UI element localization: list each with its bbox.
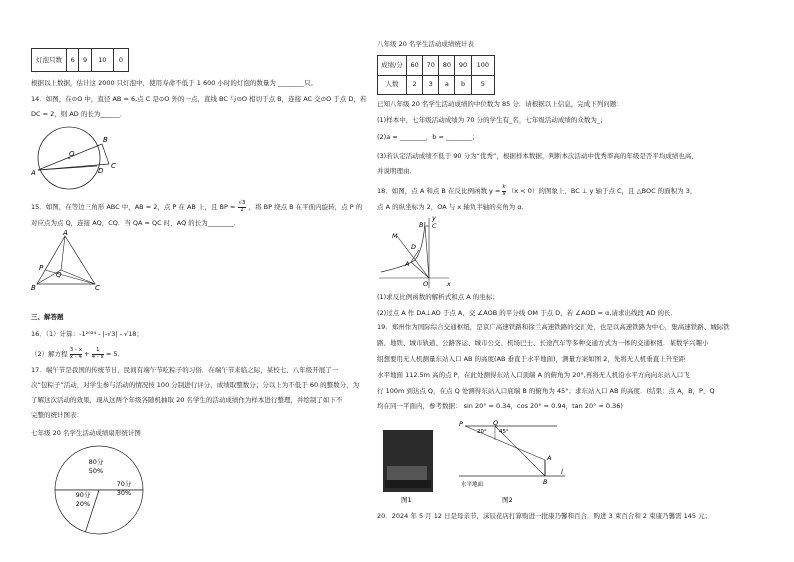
q15-figure [31,230,141,292]
lamp-table-label: 灯泡只数 [32,49,67,72]
table-cell: 3 [423,75,439,95]
label-C: C [111,162,116,170]
q17-text-2: 次“包粽子”活动，对学生参与活动的情况按 100 分制进行评分，成绩取整数分；分以上为不低于 60 的整数分，为 [31,381,360,389]
q18-fraction [502,185,505,197]
table-header: 100 [471,56,494,76]
q17-part1: (1)样本中，七年级活动成绩为 70 分的学生有_名，七年级活动成绩的众数为_； [377,116,607,124]
q18-text-2: 点 A 的纵坐标为 2，OA 与 x 轴负半轴的夹角为 α． [377,203,529,211]
pie-pct-80: 50% [88,467,104,475]
q18-figure [377,214,457,290]
label-P: P [39,264,44,272]
label-x: x [447,280,451,288]
q13-answer-line: 根据以上数据，估计这 2000 只灯泡中，使用寿命不低于 1 600 小时的灯泡的数量为 ________只。 [31,79,317,87]
label-P: P [459,420,463,428]
label-D: D [411,243,417,251]
q18-text-a: 18．如图，点 A 和点 B 在反比例函数 y = [377,187,501,195]
label-B: B [419,221,424,229]
q15-text [31,201,362,213]
q16-part1: 16．（1）计算：-1²⁰²⁴ - |-√3| - √18； [31,330,143,338]
q19-figures [377,420,567,508]
label-A: A [547,454,552,462]
lamp-table-cell: 6 [67,49,79,72]
label-D: D [98,167,104,175]
q17-text-4: 完整的统计图表： [31,411,83,419]
caption-fig2: 图2 [502,496,513,504]
lamp-table [31,48,129,72]
eq-frac-1 [70,348,82,360]
eq-plus: + [84,350,90,358]
eq-num-2: 1 [92,348,104,355]
label-O: O [69,150,75,158]
eq-den-1: x - 4 [69,353,82,360]
label-C: C [432,222,437,230]
pie-pct-70: 30% [116,489,132,497]
q15-text-b: ，将 BP 绕点 B 在平面内旋转，点 P 的 [248,203,363,211]
q18-part2: (2)过点 A 作 DA⊥AO 于点 A，交 ∠AOB 的平分线 OM 于点 D，若 ∠AOD = α,请求出线段 AD 的长． [377,309,678,317]
lamp-table-cell: 9 [79,49,91,72]
table-title: 八年级 20 名学生活动成绩统计表 [377,40,474,48]
q19-text-6: 均在同一平面内，参考数据： sin 20° = 0.34，cos 20° = 0.94，tan 20° = 0.36) [377,402,623,410]
q16-part2-label: （2）解方程 [31,350,68,358]
q15-text-a: 15．如图，在等边三角形 ABC 中，AB = 2，点 P 在 AB 上，且 BP = [31,203,236,211]
table-cell: 5 [471,75,494,95]
q17-text-3: 了解这次活动的效果，现从这两个年级各随机抽取 20 名学生的活动成绩作为样本进行整理，并绘制了如下不 [31,396,343,404]
pie-title: 七年级 20 名学生活动成绩扇形统计图 [31,429,141,437]
eq-den-2: 4 - x [91,353,104,360]
table-header: 90 [455,56,471,76]
q19-text-5: 行 100m 到达点 Q，在点 Q 处测得东站入口底端 B 的俯角为 45°；求东站入口 AB 的高度．(结果：点 A，B，P，Q [377,387,715,395]
q14-figure [31,120,141,192]
q19-text-3: 组想要用无人机测量东站入口 AB 的高度(AB 垂直于水平地面)，测量方案如图 2，先将无人机垂直上升至距 [377,355,686,363]
label-C: C [95,284,100,292]
angle-45: 45° [499,429,509,435]
label-Q: Q [493,420,499,427]
q16-part2 [31,348,124,360]
q15-text-2: 对应点为点 Q，连接 AQ，CQ．当 QA = QC 时，AQ 的长为________． [31,219,241,227]
q18-part1: (1)求反比例函数的解析式和点 A 的坐标； [377,293,499,301]
frac-num: √3 [238,200,246,206]
q18-text [377,185,696,197]
eq-end: = 5． [105,350,125,358]
table-header: 60 [407,56,423,76]
label-Q: Q [56,271,62,279]
label-B: B [31,284,36,292]
frac-den: 2 [240,206,244,213]
q17-info: 已知八年级 20 名学生活动成绩的中位数为 85 分．请根据以上信息，完成下列问题： [377,100,623,108]
table-cell: 人数 [378,75,407,95]
table-header: 80 [439,56,455,76]
table-header: 70 [423,56,439,76]
label-B: B [103,136,108,144]
table-cell: b [455,75,471,95]
label-M: M [392,232,398,240]
frac-k: k [502,184,506,190]
table-cell: a [439,75,455,95]
section-heading: 三、解答题 [31,313,64,321]
pie-pct-90: 20% [75,500,91,508]
lamp-table-cell: 10 [91,49,113,72]
q17-text-1: 17．端午节是我国的传统节日，民间有端午节吃粽子的习俗．在端午节来临之际，某校七、八年级开展了一 [31,366,339,374]
pie-label-70: 70分 [116,480,132,488]
q19-text-2: 路、地铁、城市轨道、公路客运、城市公交、机场巴士、长途汽车等多种交通方式为一体的交通枢纽．某数学兴趣小 [377,339,709,347]
label-l: l [561,468,563,476]
eq-frac-2 [92,348,104,360]
label-A: A [405,260,410,268]
q19-text-4: 水平地面 112.5m 高的点 P，在此处测得东站入口顶端 A 的俯角为 20°,再将无人机沿水平方向向东站入口飞 [377,371,690,379]
table-header: 成绩/分 [378,56,407,76]
q20-text: 20．2024 年 5 月 12 日是母亲节，沫辰花店打算购进一批康乃馨和百合．购进 3 束百合和 2 束康乃馨需 145 元； [377,512,712,520]
ground-label: 水平地面 [461,482,484,488]
table-cell: 2 [407,75,423,95]
q15-fraction [238,201,245,213]
label-y: y [432,214,436,222]
q19-text-1: 19．郑州作为国际综合交通枢纽，是京广高速铁路和徐兰高速铁路的交汇处，也是以高速铁路为中心，集高速铁路、城际铁 [377,323,730,331]
q17-part2: (2)a = ________，b = ________； [377,133,479,141]
eq-num-1: 3 - x [69,347,82,353]
lamp-table-cell: 0 [114,49,129,72]
pie-label-80: 80分 [88,458,104,466]
pie-label-90: 90分 [75,491,91,499]
q17-part3-b: 并说明理由． [377,167,416,175]
q14-text-2: DC = 2，则 AD 的长为______． [31,110,127,118]
score-table [377,55,495,95]
label-A: A [63,230,68,237]
label-A: A [31,169,36,177]
q17-part3: (3)若认定活动成绩不低于 90 分为“优秀”，根据样本数据，判断本次活动中优秀率高的年级是否平均成绩也高， [377,152,698,160]
frac-x: x [502,190,506,197]
q18-text-b: （x < 0）的图象上，BC ⊥ y 轴于点 C，且 △BOC 的面积为 3， [507,187,697,195]
q14-text: 14．如图，在⊙O 中，直径 AB = 6,点 C 是⊙O 外的一点，直线 BC 与⊙O 相切于点 B，连接 AC 交⊙O 于点 D，若 [31,95,367,103]
pie-chart [51,444,151,540]
angle-20: 20° [477,429,487,435]
label-B: B [543,478,548,486]
label-O: O [423,280,429,288]
caption-fig1: 图1 [401,496,412,504]
